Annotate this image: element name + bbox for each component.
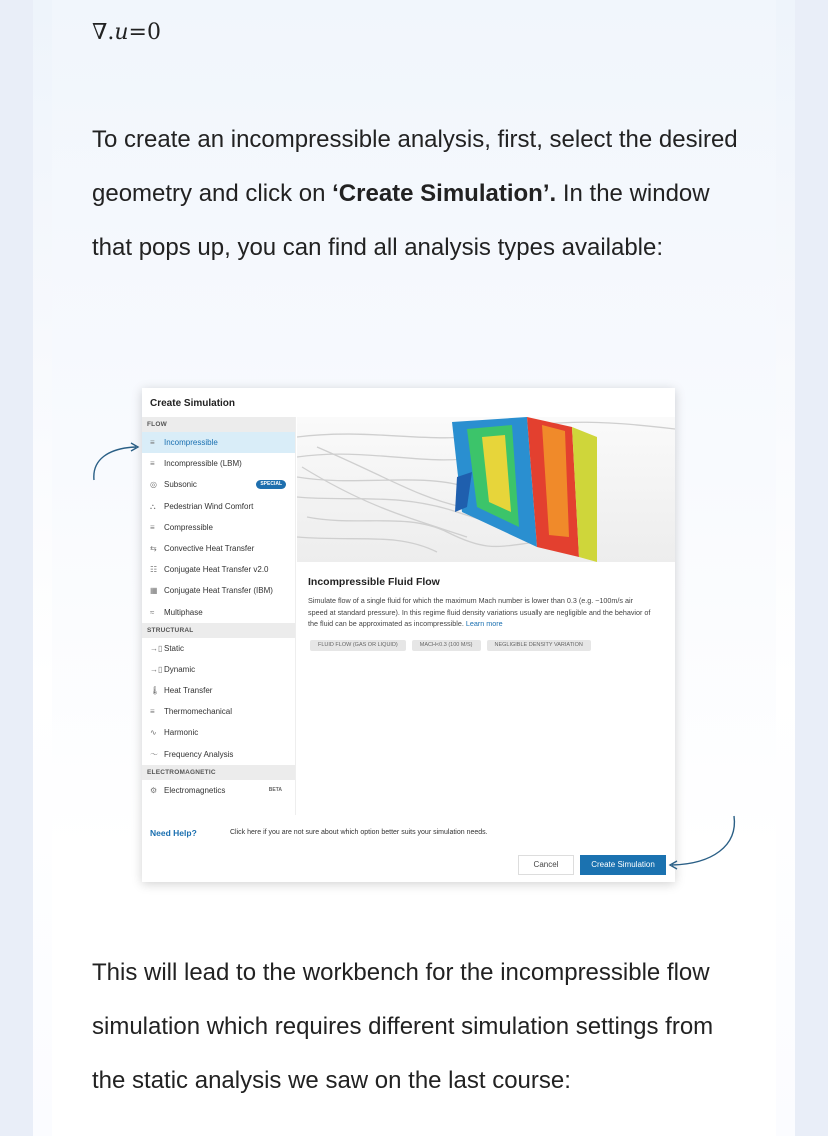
analysis-type-icon: →▯ [150,643,163,653]
analysis-type-icon: ☷ [150,565,158,575]
analysis-type-icon: 〜 [150,749,158,759]
create-simulation-emphasis: ‘Create Simulation’. [332,180,557,207]
dialog-title: Create Simulation [150,398,236,409]
analysis-tags [310,638,597,651]
analysis-type-list [142,417,296,815]
analysis-badge: BETA [268,786,282,793]
learn-more-link[interactable]: Learn more [465,619,503,628]
analysis-type-icon: 🌡 [150,686,161,696]
analysis-type-icon: →▯ [150,664,163,674]
analysis-type-label: Electromagnetics [164,785,226,795]
structural-item[interactable] [142,744,295,765]
analysis-type-label: Compressible [164,522,213,532]
section-electromagnetic: ELECTROMAGNETIC [142,765,295,780]
analysis-type-icon: ≡ [150,438,155,447]
simulation-preview-image [297,417,675,562]
flow-item[interactable] [142,432,295,453]
intro-paragraph: To create an incompressible analysis, first, select the desired geometry and click on ‘Create Simulation’. In the window that pops up, you can find all analysis types available: [92,126,738,261]
analysis-type-label: Conjugate Heat Transfer (IBM) [164,586,273,596]
analysis-title: Incompressible Fluid Flow [308,576,440,588]
flow-item[interactable] [142,453,295,474]
structural-item[interactable] [142,659,295,680]
flow-item[interactable] [142,538,295,559]
structural-item[interactable] [142,701,295,722]
analysis-type-label: Pedestrian Wind Comfort [164,501,254,511]
analysis-type-icon: ≈ [150,607,155,617]
analysis-type-label: Thermomechanical [164,707,233,717]
analysis-type-label: Multiphase [164,607,203,617]
section-flow: FLOW [142,417,295,432]
continuity-equation: ∇.u=0 [92,20,161,45]
analysis-type-label: Incompressible [164,438,218,447]
workbench-paragraph: This will lead to the workbench for the incompressible flow simulation which requires different simulation settings from the static analysis we saw on the last course: [92,959,714,1094]
cancel-button[interactable]: Cancel [518,855,574,875]
help-text[interactable]: Click here if you are not sure about which option better suits your simulation needs. [230,829,488,836]
tag-fluid-flow: FLUID FLOW (GAS OR LIQUID) [310,640,406,651]
create-simulation-button[interactable]: Create Simulation [580,855,666,875]
analysis-description: Simulate flow of a single fluid for which the maximum Mach number is lower than 0.3 (e.g. ~100m/s air speed at standard pressure). In this regime fluid density variations usually are negligible and the behavior of the fluid can be approximated as incompressible. Learn more [308,596,651,628]
flow-item[interactable] [142,474,295,495]
analysis-type-label: Convective Heat Transfer [164,543,255,553]
need-help-link[interactable]: Need Help? [150,828,197,838]
analysis-type-icon: ∿ [150,728,157,738]
analysis-type-icon: ≡ [150,707,155,717]
analysis-type-label: Incompressible (LBM) [164,459,242,469]
flow-item[interactable] [142,602,295,623]
analysis-type-icon: ◎ [150,480,157,490]
analysis-type-icon: ≡ [150,522,155,532]
analysis-type-icon: ⛬ [150,501,156,511]
analysis-type-label: Heat Transfer [164,686,213,696]
analysis-type-icon: ⇆ [150,543,157,553]
tag-density: NEGLIGIBLE DENSITY VARIATION [487,640,591,651]
flow-item[interactable] [142,559,295,580]
pointer-arrow-right [662,812,742,872]
analysis-type-label: Harmonic [164,728,199,738]
flow-item[interactable] [142,580,295,601]
flow-item[interactable] [142,517,295,538]
analysis-type-label: Dynamic [164,664,196,674]
analysis-type-label: Conjugate Heat Transfer v2.0 [164,565,269,575]
pointer-arrow-left [88,440,148,484]
analysis-type-icon: ▦ [150,586,158,596]
create-simulation-dialog [142,388,675,882]
analysis-type-icon: ⚙ [150,785,158,795]
structural-item[interactable] [142,680,295,701]
analysis-type-label: Subsonic [164,480,197,490]
analysis-type-icon: ≡ [150,459,155,469]
section-structural: STRUCTURAL [142,623,295,638]
structural-item[interactable] [142,638,295,659]
structural-item[interactable] [142,722,295,743]
analysis-badge: SPECIAL [256,480,286,489]
analysis-type-label: Static [164,643,185,653]
analysis-type-label: Frequency Analysis [164,749,234,759]
electromagnetic-item[interactable] [142,780,295,801]
flow-item[interactable] [142,496,295,517]
tag-mach: MACH<0.3 (100 M/S) [412,640,481,651]
